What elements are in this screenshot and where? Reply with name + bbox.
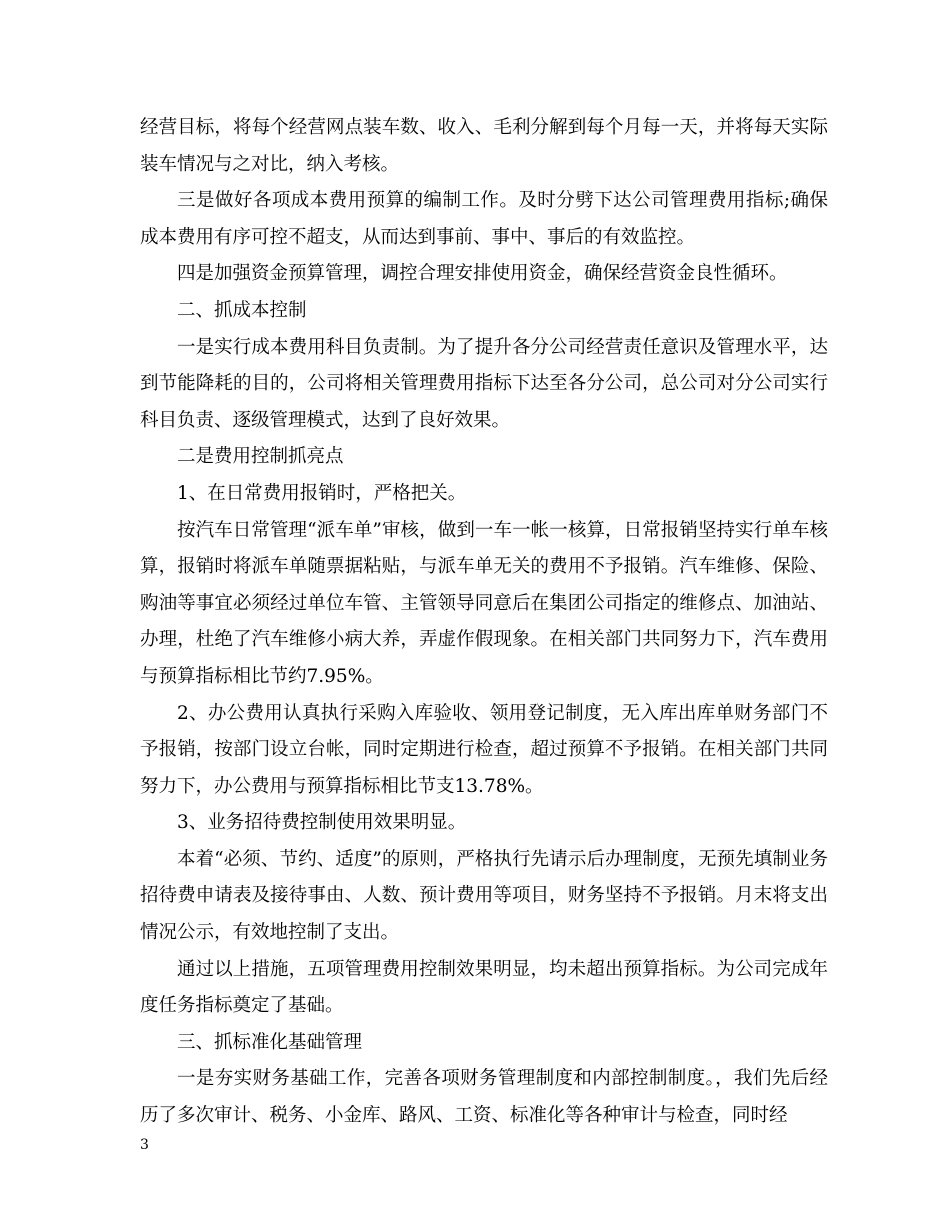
paragraph: 四是加强资金预算管理，调控合理安排使用资金，确保经营资金良性循环。 [177,263,788,285]
paragraph: 通过以上措施，五项管理费用控制效果明显，均未超出预算指标。为公司完成年度任务指标奠定了基础。 [140,958,828,1017]
list-item: 3、业务招待费控制使用效果明显。 [177,812,467,834]
subsection-heading: 二是费用控制抓亮点 [177,446,344,468]
paragraph: 按汽车日常管理“派车单”审核，做到一车一帐一核算，日常报销坚持实行单车核算，报销时将派车单随票据粘贴，与派车单无关的费用不予报销。汽车维修、保险、购油等事宜必须经过单位车管、主管领导同意后在集团公司指定的维修点、加油站、办理，杜绝了汽车维修小病大养，弄虚作假现象。在相关部门共同努力下，汽车费用与预算指标相比节约7.95%。 [140,519,828,687]
paragraph: 一是夯实财务基础工作，完善各项财务管理制度和内部控制制度。，我们先后经历了多次审计、税务、小金库、路风、工资、标准化等各种审计与检查，同时经 [140,1068,828,1127]
paragraph: 本着“必须、节约、适度”的原则，严格执行先请示后办理制度，无预先填制业务招待费申请表及接待事由、人数、预计费用等项目，财务坚持不予报销。月末将支出情况公示，有效地控制了支出。 [140,848,828,944]
page-number: 3 [140,1137,149,1153]
paragraph: 三是做好各项成本费用预算的编制工作。及时分劈下达公司管理费用指标;确保成本费用有序可控不超支，从而达到事前、事中、事后的有效监控。 [140,190,828,248]
section-heading: 二、抓成本控制 [177,299,307,321]
document-body [140,110,828,1135]
section-heading: 三、抓标准化基础管理 [177,1031,363,1053]
list-item: 1、在日常费用报销时，严格把关。 [177,482,467,504]
paragraph: 经营目标，将每个经营网点装车数、收入、毛利分解到每个月每一天，并将每天实际装车情况与之对比，纳入考核。 [140,117,828,175]
list-item: 2、办公费用认真执行采购入库验收、领用登记制度，无入库出库单财务部门不予报销，按部门设立台帐，同时定期进行检查，超过预算不予报销。在相关部门共同努力下，办公费用与预算指标相比节支13.78%。 [140,702,828,797]
paragraph: 一是实行成本费用科目负责制。为了提升各分公司经营责任意识及管理水平，达到节能降耗的目的，公司将相关管理费用指标下达至各分公司，总公司对分公司实行科目负责、逐级管理模式，达到了良好效果。 [140,336,828,431]
